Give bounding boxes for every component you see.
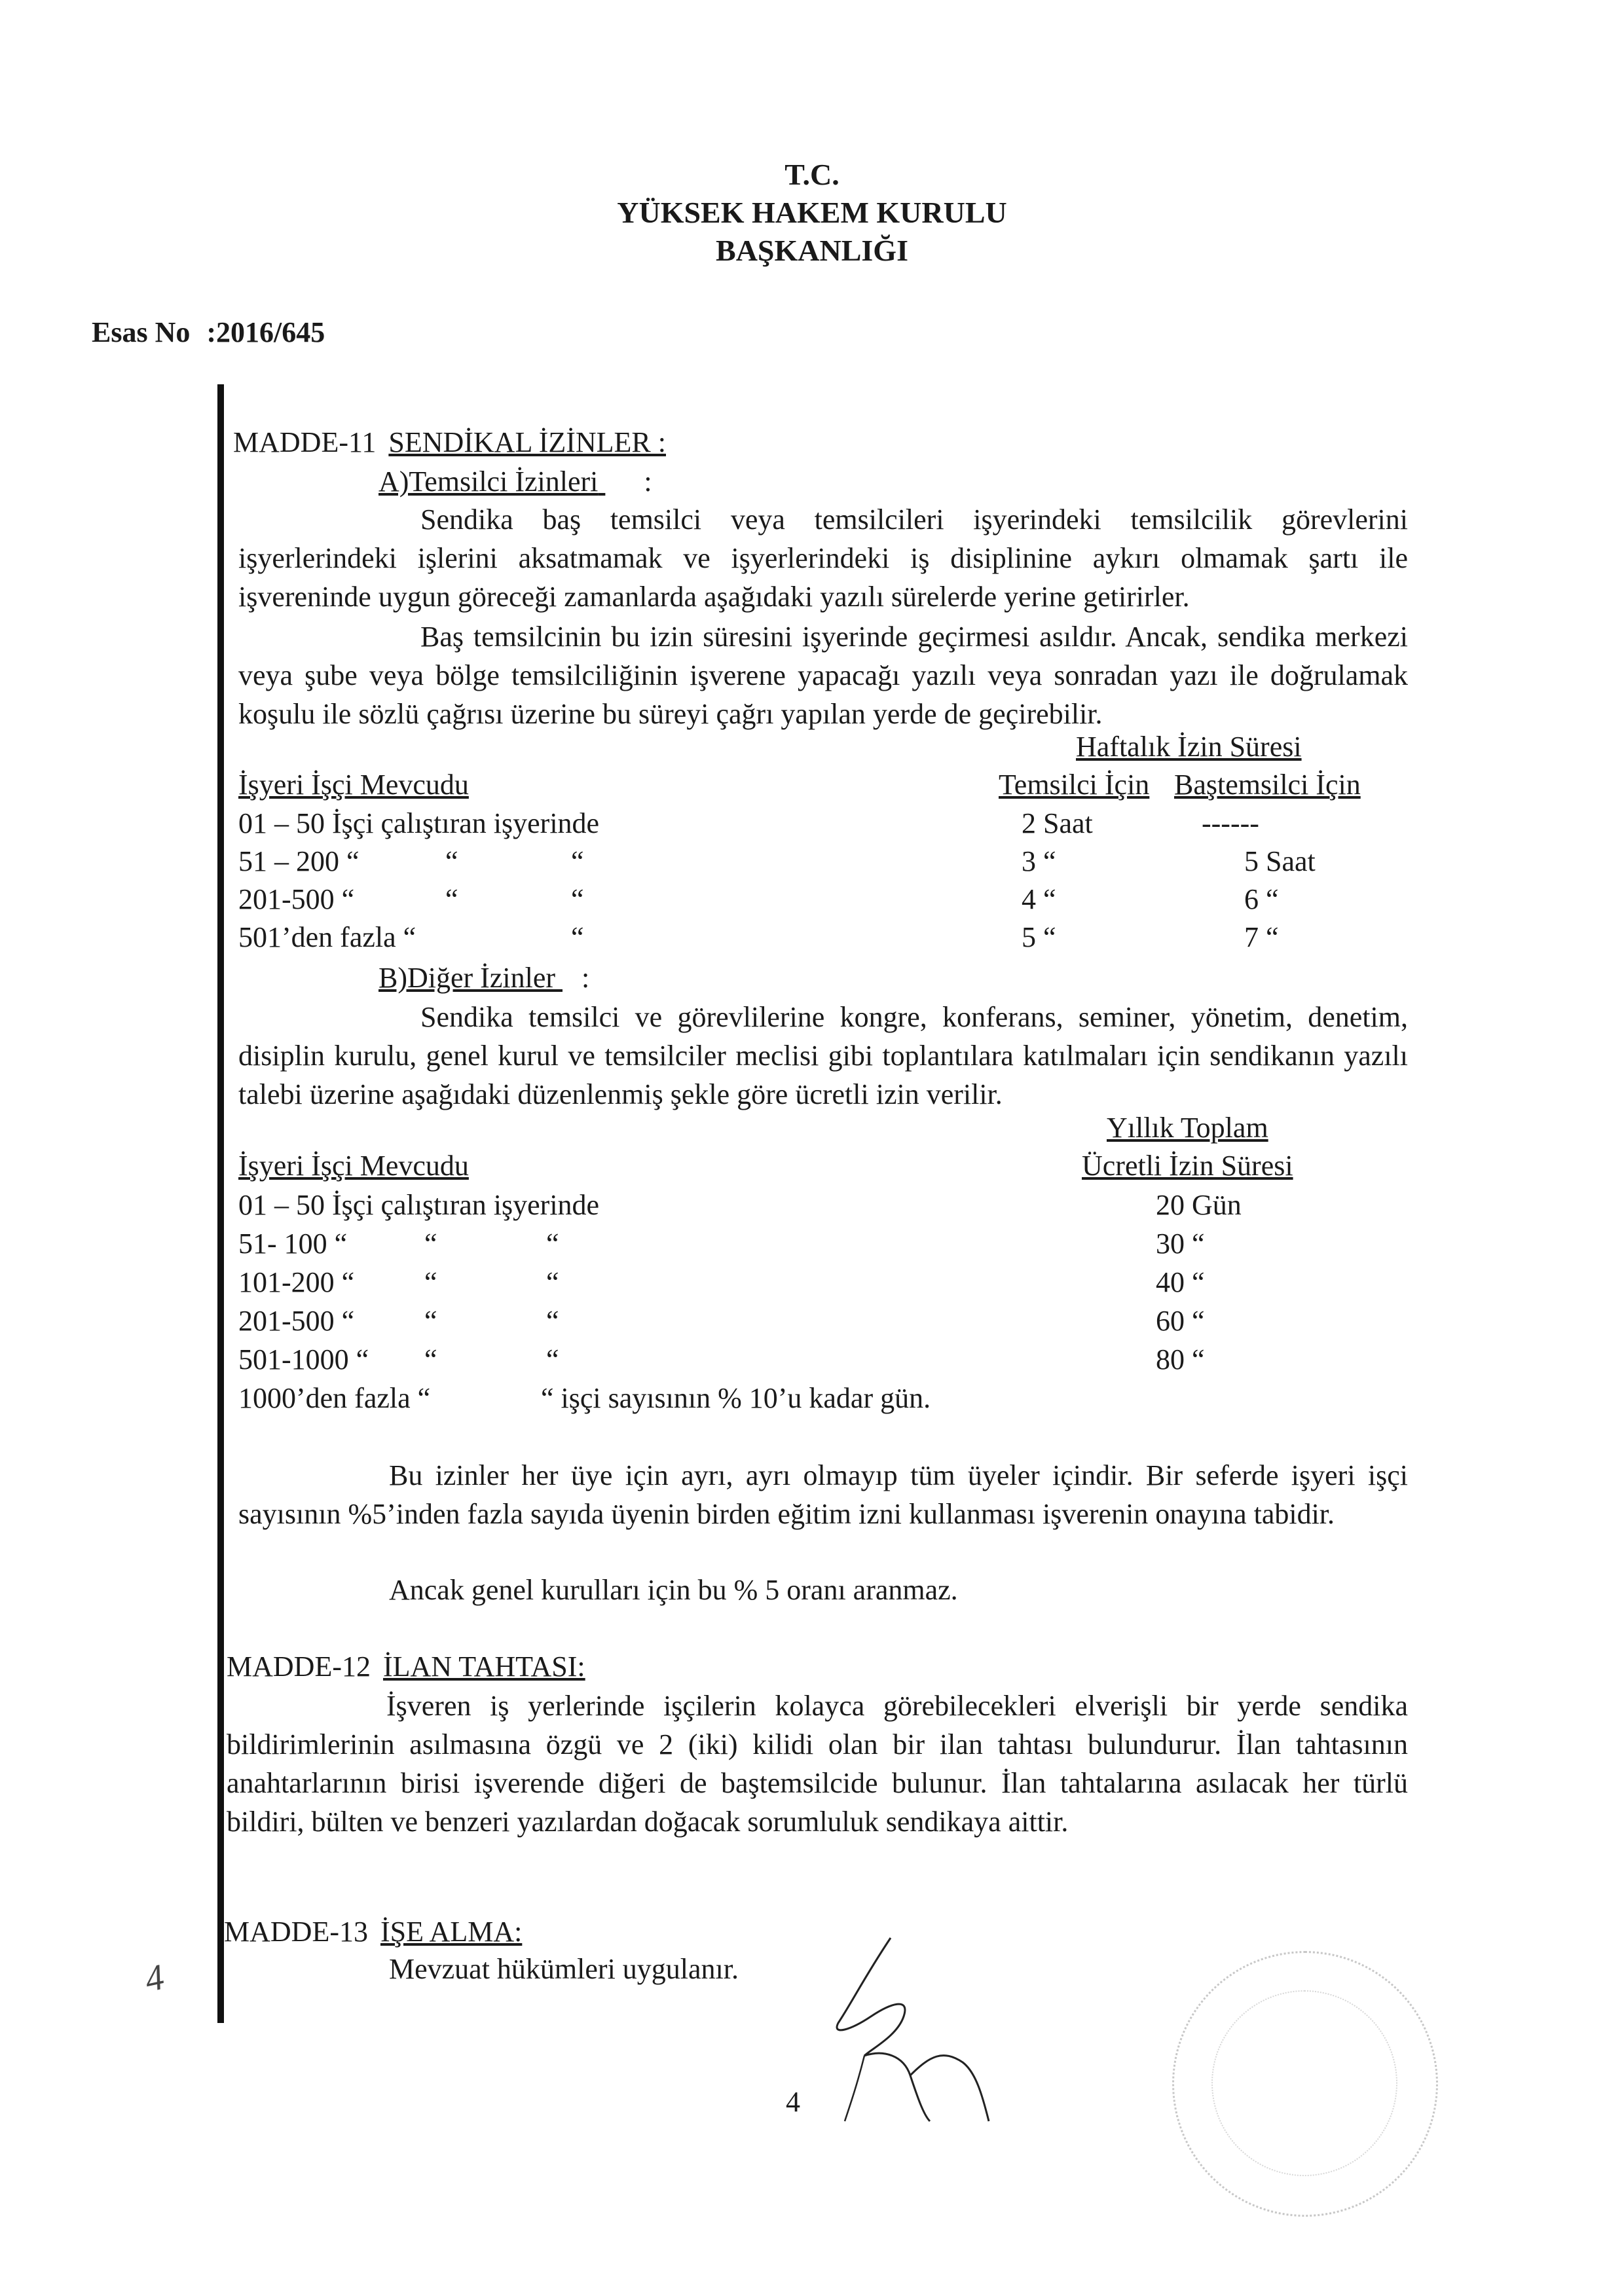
seal-stamp-inner (1211, 1990, 1397, 2176)
table-a-row-3-c3: 6 “ (1244, 883, 1279, 915)
madde-13-heading (224, 1915, 522, 1948)
table-b-row-4-q2: “ (546, 1305, 559, 1337)
table-a-row-4-c2: 5 “ (1022, 921, 1056, 953)
table-a-row-3-q1: “ (445, 883, 458, 915)
section-b-paragraph-1: Sendika temsilci ve görevlilerine kongre, konferans, seminer, yönetim, denetim, disiplin kurulu, genel kurul ve temsilciler meclisi gibi toplantılara katılmaları için sendikanın yazılı talebi üzerine aşağıdaki düzenlenmiş şekle göre ücretli izin verilir. (238, 1001, 1408, 1110)
header-court-name: YÜKSEK HAKEM KURULU (617, 196, 1007, 229)
table-b-last-row-c1: 1000’den fazla “ (238, 1382, 431, 1414)
table-a-col3-header: Baştemsilci İçin (1174, 769, 1361, 801)
table-b-row-5-q2: “ (546, 1343, 559, 1376)
table-b-col2-header-line2: Ücretli İzin Süresi (1082, 1150, 1293, 1182)
case-number-value: :2016/645 (206, 316, 325, 348)
section-a-paragraph-2: Baş temsilcinin bu izin süresini işyerinde geçirmesi asıldır. Ancak, sendika merkezi veya şube veya bölge temsilciliğinin işverene yapacağı yazılı veya sonradan yazı ile doğrulamak koşulu ile sözlü çağrısı üzerine bu süreyi çağrı yapılan yerde de geçirebilir. (238, 621, 1408, 730)
table-a-row-4-q2: “ (571, 921, 584, 953)
madde-13-number: MADDE-13 (224, 1916, 368, 1948)
table-a-row-3-q2: “ (571, 883, 584, 915)
margin-mark: 4 (141, 1956, 168, 2001)
table-a-row-2-c1: 51 – 200 “ (238, 845, 360, 877)
section-b-heading (378, 961, 589, 994)
section-a-title: A)Temsilci İzinleri (378, 465, 599, 498)
table-b-row-2-c1: 51- 100 “ (238, 1228, 348, 1260)
page-number: 4 (786, 2086, 800, 2118)
margin-bar (217, 384, 224, 2023)
section-a-heading (378, 465, 652, 498)
table-b-row-5-c1: 501-1000 “ (238, 1343, 369, 1376)
section-b-title: B)Diğer İzinler (378, 962, 555, 994)
table-b-row-2-q2: “ (546, 1228, 559, 1260)
madde-11-heading (233, 426, 666, 459)
madde-11-number: MADDE-11 (233, 426, 377, 458)
signature-icon (812, 1925, 1008, 2134)
table-a-row-2-c3: 5 Saat (1244, 845, 1316, 877)
section-b-paragraph-3: Ancak genel kurulları için bu % 5 oranı aranmaz. (389, 1574, 958, 1606)
table-b-row-4-c1: 201-500 “ (238, 1305, 355, 1337)
section-b-colon: : (581, 962, 590, 994)
table-a-row-1-c3: ------ (1202, 807, 1259, 839)
madde-12-title: İLAN TAHTASI: (382, 1650, 585, 1683)
section-a-paragraph-1: Sendika baş temsilci veya temsilcileri işyerindeki temsilcilik görevlerini işyerlerindeki işlerini aksatmamak ve işyerlerindeki iş disiplinine aykırı olmamak şartı ile işvereninde uygun göreceği zamanlarda aşağıdaki yazılı sürelerde yerine getirirler. (238, 503, 1408, 613)
table-b-col1-header: İşyeri İşçi Mevcudu (238, 1150, 469, 1182)
section-a-colon: : (644, 465, 652, 498)
table-b-row-3-c1: 101-200 “ (238, 1266, 355, 1298)
table-b-row-4-q1: “ (424, 1305, 437, 1337)
table-b-row-3-q2: “ (546, 1266, 559, 1298)
table-a-row-2-c2: 3 “ (1022, 845, 1056, 877)
section-a-title-gap (598, 465, 644, 498)
table-a-row-3-c2: 4 “ (1022, 883, 1056, 915)
madde-11-title: SENDİKAL İZİNLER : (388, 426, 666, 458)
table-b-last-row-rest: “ işçi sayısının % 10’u kadar gün. (541, 1382, 931, 1414)
table-a-row-2-q2: “ (571, 845, 584, 877)
table-a-col1-header: İşyeri İşçi Mevcudu (238, 769, 469, 801)
table-b-col2-header-line1: Yıllık Toplam (1107, 1112, 1268, 1144)
madde-13-title: İŞE ALMA: (380, 1916, 523, 1948)
table-a-col2-header: Temsilci İçin (999, 769, 1150, 801)
section-b-paragraph-2: Bu izinler her üye için ayrı, ayrı olmayıp tüm üyeler içindir. Bir seferde işyeri işçi sayısının %5’inden fazla sayıda üyenin birden eğitim izni kullanması işverenin onayına tabidir. (238, 1459, 1408, 1530)
madde-13-paragraph: Mevzuat hükümleri uygulanır. (389, 1953, 739, 1985)
table-b-row-2-c2: 30 “ (1156, 1228, 1205, 1260)
madde-12-heading (227, 1650, 585, 1683)
table-a-row-2-q1: “ (445, 845, 458, 877)
case-number-label: Esas No (92, 316, 191, 348)
table-a-row-1-c1: 01 – 50 İşçi çalıştıran işyerinde (238, 807, 600, 839)
table-a-group-header: Haftalık İzin Süresi (1076, 731, 1302, 763)
madde-12-number: MADDE-12 (227, 1650, 371, 1683)
table-a-row-4-c3: 7 “ (1244, 921, 1279, 953)
table-b-row-3-q1: “ (424, 1266, 437, 1298)
table-b-row-5-q1: “ (424, 1343, 437, 1376)
header-tc: T.C. (784, 158, 840, 191)
table-a-row-3-c1: 201-500 “ (238, 883, 355, 915)
table-a-row-1-c2: 2 Saat (1022, 807, 1093, 839)
section-b-title-gap (555, 961, 581, 994)
table-b-row-3-c2: 40 “ (1156, 1266, 1205, 1298)
table-a-row-4-c1: 501’den fazla “ (238, 921, 416, 953)
case-number (92, 316, 325, 349)
table-b-row-2-q1: “ (424, 1228, 437, 1260)
table-b-row-1-c1: 01 – 50 İşçi çalıştıran işyerinde (238, 1189, 600, 1221)
table-b-row-5-c2: 80 “ (1156, 1343, 1205, 1376)
table-b-row-1-c2: 20 Gün (1156, 1189, 1242, 1221)
header-presidency: BAŞKANLIĞI (716, 234, 908, 267)
table-b-row-4-c2: 60 “ (1156, 1305, 1205, 1337)
madde-12-paragraph: İşveren iş yerlerinde işçilerin kolayca görebilecekleri elverişli bir yerde sendika bildirimlerinin asılmasına özgü ve 2 (iki) kilidi olan bir ilan tahtası bulundurur. İlan tahtasının anahtarlarının birisi işverende diğeri de baştemsilcide bulunur. İlan tahtalarına asılacak her türlü bildiri, bülten ve benzeri yazılardan doğacak sorumluluk sendikaya aittir. (227, 1690, 1408, 1838)
